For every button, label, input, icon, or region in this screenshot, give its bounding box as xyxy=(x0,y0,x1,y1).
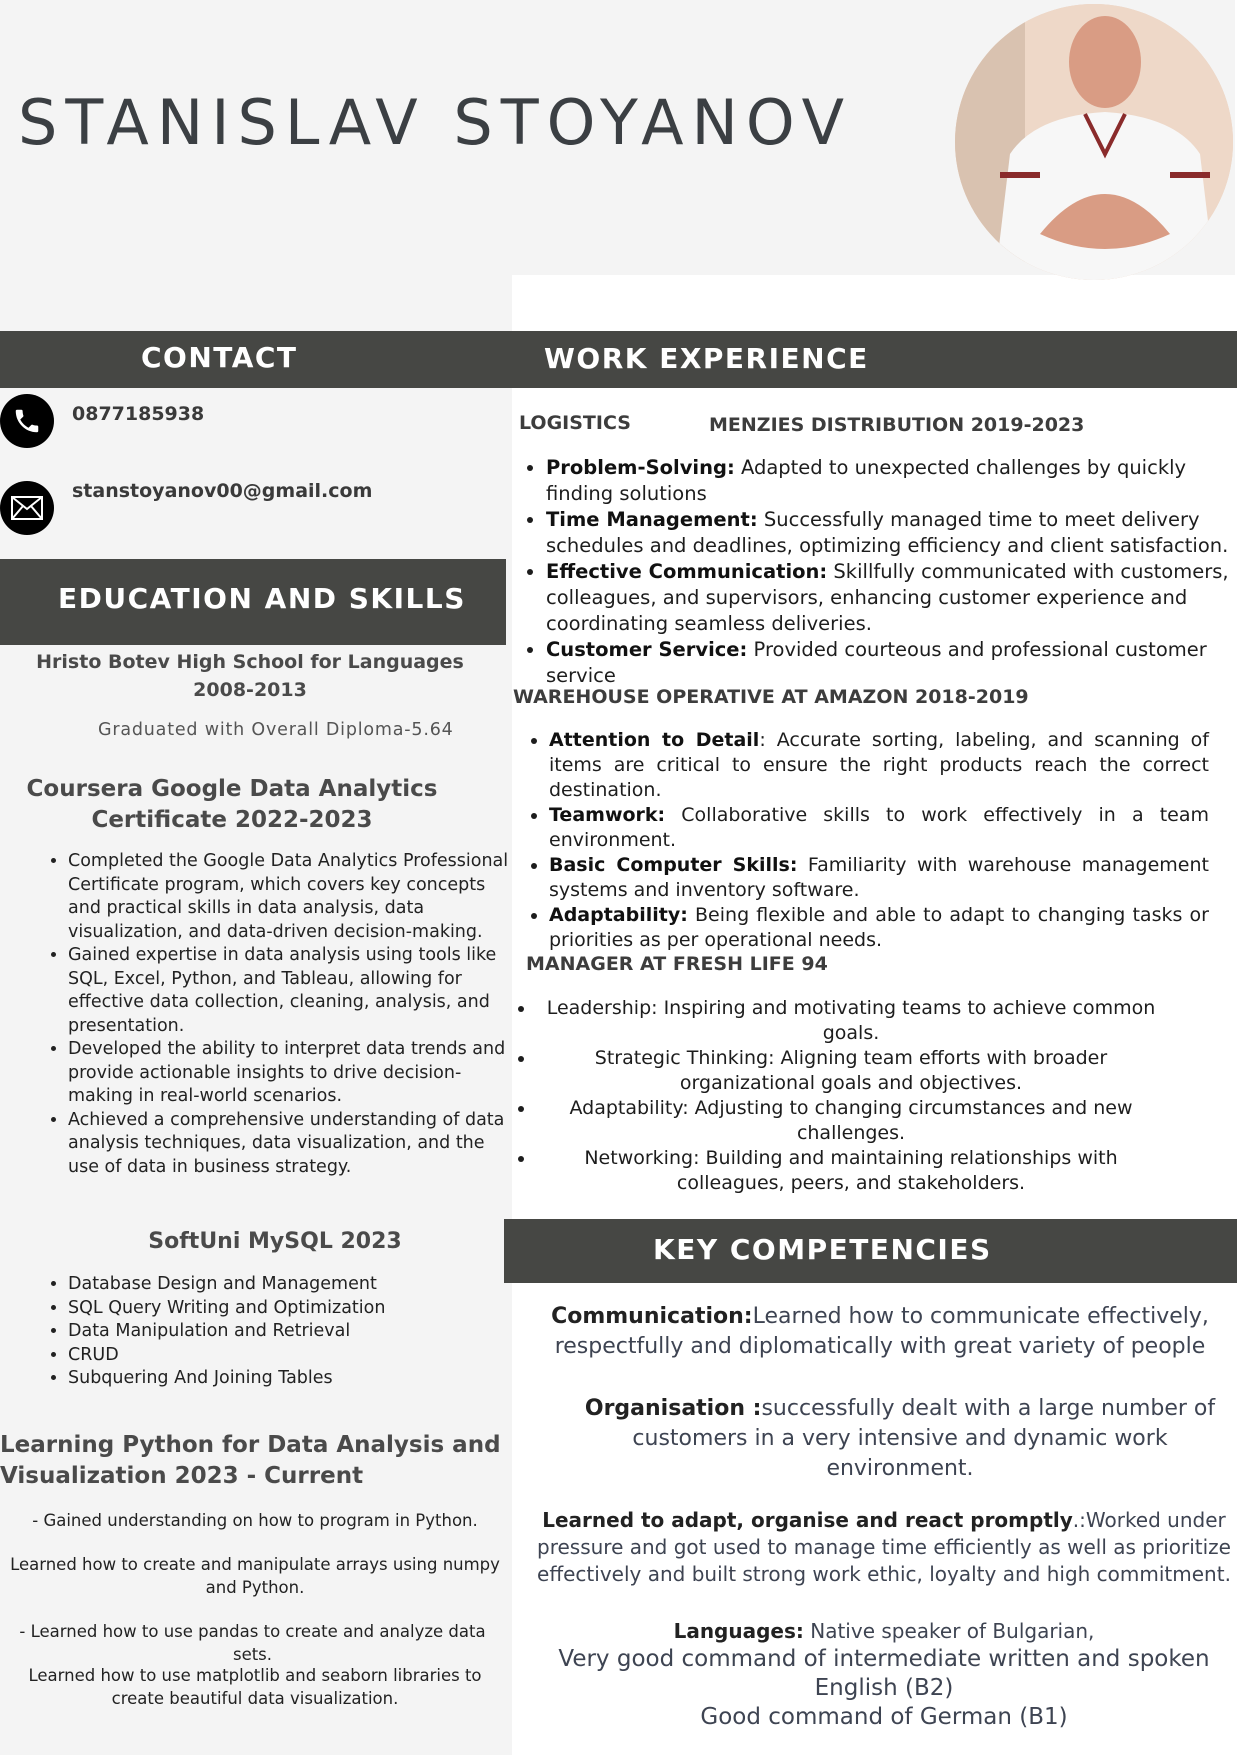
list-item: • CRUD xyxy=(68,1344,508,1368)
profile-photo xyxy=(955,4,1233,280)
email-icon xyxy=(0,481,54,535)
languages-english: Very good command of intermediate written and spoken English (B2) xyxy=(558,1646,1210,1701)
job1-role: LOGISTICS xyxy=(519,412,631,434)
list-item: • Gained expertise in data analysis using tools like SQL, Excel, Python, and Tableau, allowing for effective data collection, cleaning, analysis, and presentation. xyxy=(68,944,516,1038)
job2-list xyxy=(527,728,1209,953)
coursera-title-line1: Coursera Google Data Analytics xyxy=(26,776,438,802)
list-item: • Customer Service: Provided courteous and professional customer service xyxy=(546,637,1241,689)
competency-communication: Communication:Learned how to communicate effectively, respectfully and diplomatically with great variety of people xyxy=(551,1304,1209,1359)
python-item-1: - Gained understanding on how to program in Python. xyxy=(32,1511,478,1530)
job1-company: MENZIES DISTRIBUTION 2019-2023 xyxy=(709,414,1085,436)
coursera-title-line2: Certificate 2022-2023 xyxy=(91,807,373,833)
job3-title: MANAGER AT FRESH LIFE 94 xyxy=(526,953,828,975)
work-title: WORK EXPERIENCE xyxy=(544,342,869,375)
list-item: • Database Design and Management xyxy=(68,1273,508,1297)
school-block xyxy=(20,648,480,704)
contact-title: CONTACT xyxy=(141,341,298,374)
list-item: • Adaptability: Being flexible and able to adapt to changing tasks or priorities as per operational needs. xyxy=(549,903,1209,953)
education-section-header xyxy=(0,559,506,645)
list-item: • Effective Communication: Skillfully communicated with customers, colleagues, and supervisors, enhancing customer experience and coordinating seamless deliveries. xyxy=(546,559,1241,637)
coursera-list xyxy=(46,850,516,1179)
school-note: Graduated with Overall Diploma-5.64 xyxy=(98,720,454,740)
python-title xyxy=(0,1430,505,1492)
list-item: • Strategic Thinking: Aligning team efforts with broader organizational goals and objectives. xyxy=(536,1046,1166,1096)
python-item-2: Learned how to create and manipulate arrays using numpy and Python. xyxy=(10,1555,500,1597)
email-address[interactable]: stanstoyanov00@gmail.com xyxy=(72,480,373,502)
competency-languages: Languages: Native speaker of Bulgarian, Very good command of intermediate written and spoken English (B2) Good command of German (B1) xyxy=(536,1618,1232,1732)
candidate-name: STANISLAV STOYANOV xyxy=(18,86,852,159)
languages-german: Good command of German (B1) xyxy=(700,1704,1068,1730)
list-item: • Achieved a comprehensive understanding of data analysis techniques, data visualization, and the use of data in business strategy. xyxy=(68,1109,516,1180)
python-item-4: Learned how to use matplotlib and seaborn libraries to create beautiful data visualization. xyxy=(28,1666,482,1708)
list-item: • SQL Query Writing and Optimization xyxy=(68,1297,508,1321)
education-title: EDUCATION AND SKILLS xyxy=(58,582,466,615)
job2-title: WAREHOUSE OPERATIVE AT AMAZON 2018-2019 xyxy=(513,686,1029,708)
list-item: • Adaptability: Adjusting to changing circumstances and new challenges. xyxy=(536,1096,1166,1146)
list-item: • Leadership: Inspiring and motivating teams to achieve common goals. xyxy=(536,996,1166,1046)
coursera-title xyxy=(20,774,444,836)
phone-icon xyxy=(0,394,54,448)
python-item-3: - Learned how to use pandas to create and analyze data sets. xyxy=(19,1622,486,1664)
list-item: • Developed the ability to interpret data trends and provide actionable insights to drive decision-making in real-world scenarios. xyxy=(68,1038,516,1109)
list-item: • Teamwork: Collaborative skills to work effectively in a team environment. xyxy=(549,803,1209,853)
python-title-line2: Visualization 2023 - Current xyxy=(0,1463,364,1489)
school-name: Hristo Botev High School for Languages xyxy=(36,651,464,673)
list-item: • Time Management: Successfully managed time to meet delivery schedules and deadlines, optimizing efficiency and client satisfaction. xyxy=(546,507,1241,559)
list-item: • Data Manipulation and Retrieval xyxy=(68,1320,508,1344)
python-title-line1: Learning Python for Data Analysis and xyxy=(0,1432,501,1458)
contact-section-header xyxy=(0,331,512,388)
list-item: • Networking: Building and maintaining relationships with colleagues, peers, and stakeholders. xyxy=(536,1146,1166,1196)
competencies-title: KEY COMPETENCIES xyxy=(653,1233,992,1266)
competencies-section-header xyxy=(504,1219,1237,1283)
softuni-title: SoftUni MySQL 2023 xyxy=(148,1229,402,1254)
job3-list xyxy=(514,996,1166,1196)
work-section-header xyxy=(512,331,1237,388)
list-item: • Problem-Solving: Adapted to unexpected challenges by quickly finding solutions xyxy=(546,455,1241,507)
competency-adapt: Learned to adapt, organise and react promptly.:Worked under pressure and got used to manage time efficiently as well as prioritize effectively and built strong work ethic, loyalty and high commitment. xyxy=(537,1508,1231,1586)
list-item: • Basic Computer Skills: Familiarity with warehouse management systems and inventory software. xyxy=(549,853,1209,903)
phone-number[interactable]: 0877185938 xyxy=(72,403,205,425)
job1-list xyxy=(524,455,1241,689)
list-item: • Subquering And Joining Tables xyxy=(68,1367,508,1391)
list-item: • Completed the Google Data Analytics Professional Certificate program, which covers key concepts and practical skills in data analysis, data visualization, and data-driven decision-making. xyxy=(68,850,516,944)
school-years: 2008-2013 xyxy=(193,679,307,701)
list-item: • Attention to Detail: Accurate sorting, labeling, and scanning of items are critical to ensure the right products reach the correct destination. xyxy=(549,728,1209,803)
softuni-list xyxy=(46,1273,508,1391)
competency-organisation: Organisation :successfully dealt with a large number of customers in a very intensive and dynamic work environment. xyxy=(584,1396,1216,1481)
